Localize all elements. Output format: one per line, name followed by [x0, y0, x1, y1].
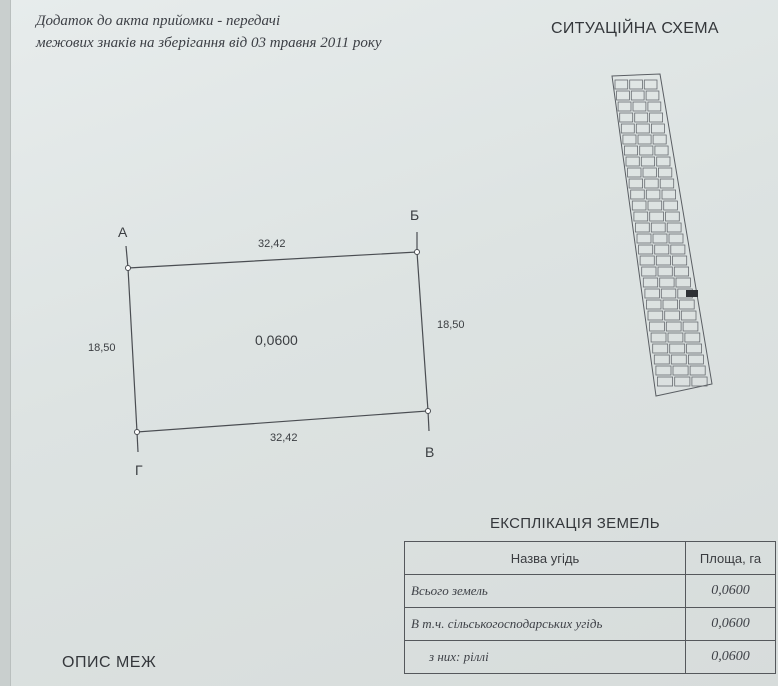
- corner-label-b: Б: [410, 207, 420, 223]
- boundary-mark-b: [415, 250, 420, 255]
- land-type-name: з них: ріллі: [405, 641, 686, 674]
- boundary-description-heading: ОПИС МЕЖ: [62, 654, 157, 671]
- side-length-right: 18,50: [437, 319, 465, 331]
- table-row: [405, 641, 776, 674]
- land-area-value: 0,0600: [686, 575, 776, 608]
- land-area-value: 0,0600: [686, 641, 776, 674]
- land-area-value: 0,0600: [686, 608, 776, 641]
- table-row: [405, 608, 776, 641]
- side-length-bottom: 32,42: [270, 432, 298, 444]
- explication-table: [404, 541, 776, 674]
- header-line-2: межових знаків на зберігання від 03 травня 2011 року: [36, 35, 382, 51]
- table-row: [405, 575, 776, 608]
- column-header-name: Назва угідь: [405, 542, 686, 575]
- boundary-mark-g: [135, 430, 140, 435]
- corner-a-tick: [126, 246, 128, 268]
- boundary-mark-v: [426, 409, 431, 414]
- corner-v-tick: [428, 411, 429, 431]
- land-type-name: Всього земель: [405, 575, 686, 608]
- corner-label-a: А: [118, 224, 128, 240]
- explication-title: ЕКСПЛІКАЦІЯ ЗЕМЕЛЬ: [490, 515, 660, 532]
- boundary-mark-a: [126, 266, 131, 271]
- side-length-left: 18,50: [88, 342, 116, 354]
- corner-label-g: Г: [135, 462, 143, 478]
- header-line-1: Додаток до акта прийомки - передачі: [36, 13, 281, 29]
- plot-area-value: 0,0600: [255, 332, 298, 348]
- side-length-top: 32,42: [258, 238, 286, 250]
- corner-g-tick: [137, 432, 138, 452]
- table-header-row: [405, 542, 776, 575]
- corner-label-v: В: [425, 444, 435, 460]
- land-type-name: В т.ч. сільськогосподарських угідь: [405, 608, 686, 641]
- column-header-area: Площа, га: [686, 542, 776, 575]
- situation-scheme-title: СИТУАЦІЙНА СХЕМА: [551, 20, 719, 37]
